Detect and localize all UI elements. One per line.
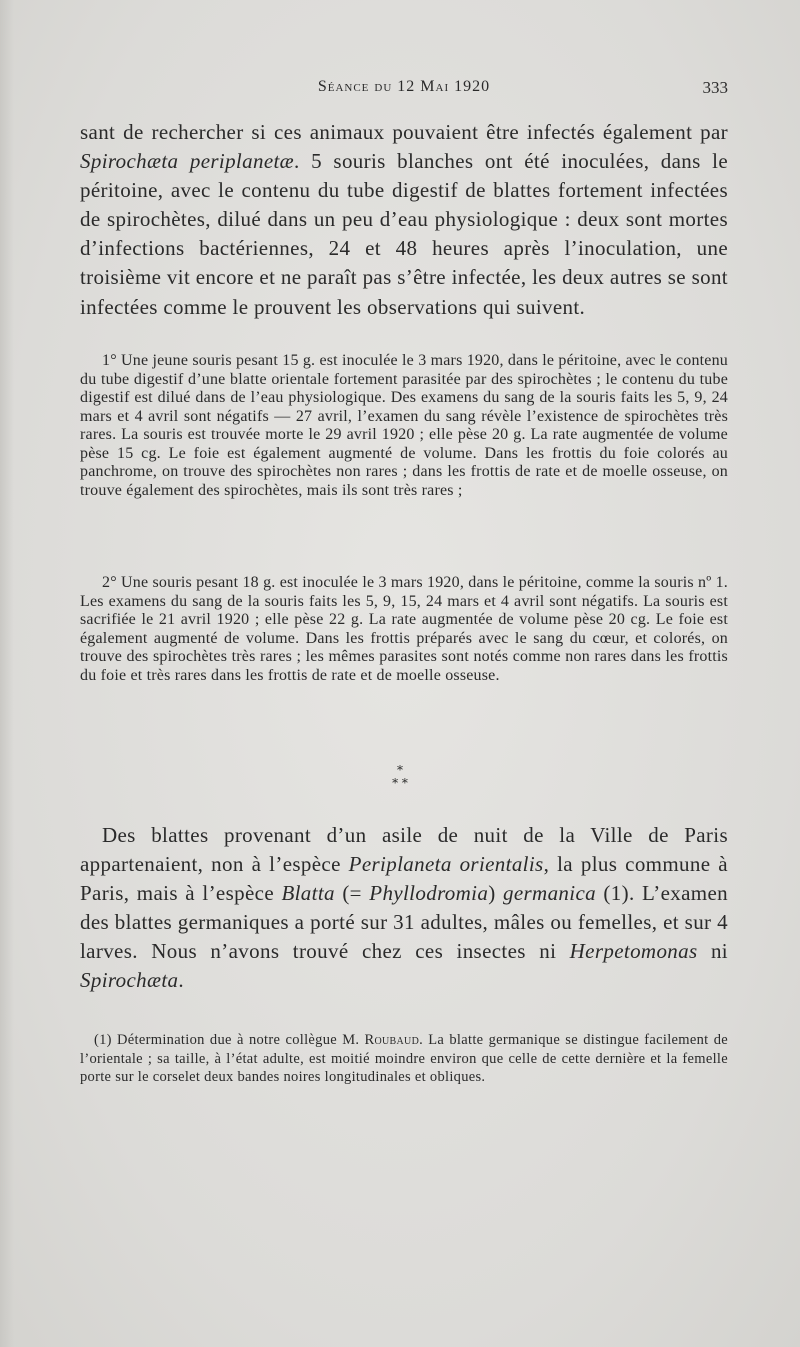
paragraph-1 [80, 118, 728, 322]
running-title: Séance du 12 Mai 1920 [317, 78, 491, 95]
species-name-spirochaeta-periplanetae: Spirochæta periplanetæ [80, 149, 295, 174]
paragraph-4 [80, 821, 728, 996]
footnote-text-b: . La blatte germanique se distingue facilement de l’orientale ; sa taille, à l’état adulte, est moitié moindre environ que celle de cette dernière et la femelle porte sur le corselet deux bandes noires longitudinales et obliques. [80, 1032, 728, 1085]
paragraph-1-text-a: sant de rechercher si ces animaux pouvaient être infectés également par [80, 120, 728, 144]
paragraph-4-text-c: (= [334, 881, 370, 906]
genus-name-spirochaeta: Spirochæta [80, 968, 179, 993]
paragraph-4-text-d: ) [488, 881, 504, 906]
page-number: 333 [702, 78, 728, 97]
footnote-text-a: (1) Détermination due à notre collègue M. [94, 1032, 365, 1048]
paragraph-4-text-f: ni [697, 939, 728, 964]
footnote-author-name: Roubaud [364, 1032, 420, 1048]
paragraph-4-text-b: , la plus commune à Paris, mais à l’espèce [80, 852, 728, 906]
genus-name-phyllodromia: Phyllodromia [369, 881, 489, 906]
paragraph-1-text-b: . 5 souris blanches ont été inoculées, dans le péritoine, avec le contenu du tube digestif de blattes fortement infectées de spirochètes, dilué dans un peu d’eau physiologique : deux sont mortes d’infections bactériennes, 24 et 48 heures après l’inoculation, une troisième vit encore et ne paraît pas s’être infectée, les deux autres se sont infectées comme le prouvent les observations qui suivent. [80, 149, 728, 319]
asterism-top: * [397, 763, 403, 777]
paragraph-4-text-e: (1). L’examen des blattes germaniques a porté sur 31 adultes, mâles ou femelles, et sur 4 larves. Nous n’avons trouvé chez ces insectes ni [80, 881, 728, 964]
genus-name-herpetomonas: Herpetomonas [569, 939, 698, 964]
paragraph-4-text-a: Des blattes provenant d’un asile de nuit de la Ville de Paris appartenaient, non à l’espèce [80, 823, 728, 877]
observation-2: 2° Une souris pesant 18 g. est inoculée le 3 mars 1920, dans le péritoine, comme la souris nº 1. Les examens du sang de la souris faits les 5, 9, 15, 24 mars et 4 avril sont négatifs. La souris est sacrifiée le 21 avril 1920 ; elle pèse 22 g. La rate augmentée de volume pèse 20 cg. Le foie est également augmenté de volume. Dans les frottis préparés avec le sang du cœur, et colorés, on trouve des spirochètes très rares ; les mêmes parasites sont notés comme non rares dans les frottis du foie et très rares dans les frottis de rate et de moelle osseuse. [80, 574, 728, 684]
genus-name-blatta: Blatta [281, 881, 335, 906]
species-name-periplaneta-orientalis: Periplaneta orientalis [348, 852, 544, 877]
paragraph-4-text-g: . [178, 968, 184, 993]
page-edge-shadow [0, 0, 14, 1347]
asterism-separator [380, 764, 420, 790]
asterism-bottom: * * [392, 776, 408, 790]
page-header [80, 78, 728, 102]
observation-1: 1° Une jeune souris pesant 15 g. est inoculée le 3 mars 1920, dans le péritoine, avec le contenu du tube digestif d’une blatte orientale fortement parasitée par des spirochètes ; le contenu du tube digestif est dilué dans de l’eau physiologique. Des examens du sang de la souris faits les 5, 9, 24 mars et 4 avril sont négatifs — 27 avril, l’examen du sang révèle l’existence de spirochètes très rares. La souris est trouvée morte le 29 avril 1920 ; elle pèse 20 g. La rate augmentée de volume pèse 15 cg. Le foie est également augmenté de volume. Dans les frottis du foie colorés au panchrome, on trouve des spirochètes non rares ; dans les frottis de rate et de moelle osseuse, on trouve également des spirochètes, mais ils sont très rares ; [80, 352, 728, 499]
species-epithet-germanica: germanica [503, 881, 596, 906]
footnote [80, 1031, 728, 1087]
